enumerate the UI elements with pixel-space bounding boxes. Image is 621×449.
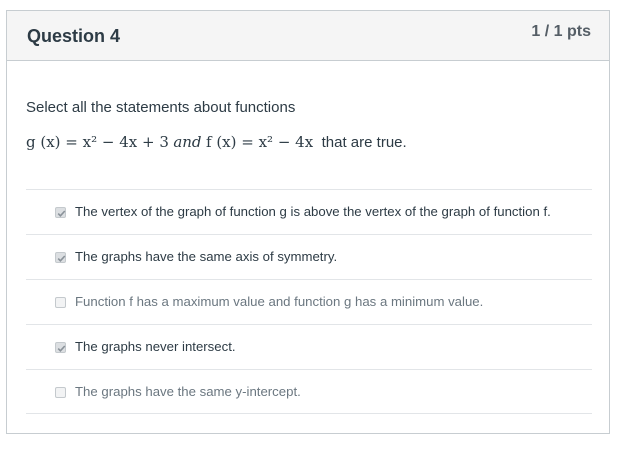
question-card xyxy=(6,10,610,434)
answer-label: The vertex of the graph of function g is above the vertex of the graph of function f. xyxy=(75,204,551,219)
question-prompt: Select all the statements about functions xyxy=(26,99,296,116)
math-and: and xyxy=(173,133,202,151)
answer-label: The graphs have the same y-intercept. xyxy=(75,384,301,399)
answer-checkbox[interactable] xyxy=(55,252,66,263)
answer-option[interactable] xyxy=(26,324,592,369)
answer-option[interactable] xyxy=(26,369,592,414)
answer-label: The graphs never intersect. xyxy=(75,339,236,354)
answer-label: The graphs have the same axis of symmetry. xyxy=(75,249,338,264)
math-g-function: g (x) = x² − 4x + 3 xyxy=(26,133,169,151)
math-f-function: f (x) = x² − 4x xyxy=(206,133,314,151)
answer-option[interactable] xyxy=(26,279,592,324)
question-points: 1 / 1 pts xyxy=(531,23,591,40)
answer-option[interactable] xyxy=(26,234,592,279)
answer-label: Function f has a maximum value and function g has a minimum value. xyxy=(75,294,484,309)
answer-checkbox[interactable] xyxy=(55,387,66,398)
checkmark-icon xyxy=(56,343,67,354)
checkmark-icon xyxy=(56,253,67,264)
answer-list xyxy=(26,189,592,414)
answer-checkbox[interactable] xyxy=(55,297,66,308)
answer-option[interactable] xyxy=(26,189,592,234)
math-tail-text: that are true. xyxy=(321,134,407,151)
answer-checkbox[interactable] xyxy=(55,207,66,218)
question-title: Question 4 xyxy=(27,26,121,46)
question-math xyxy=(26,133,407,152)
question-header xyxy=(7,11,609,61)
answer-checkbox[interactable] xyxy=(55,342,66,353)
checkmark-icon xyxy=(56,208,67,219)
